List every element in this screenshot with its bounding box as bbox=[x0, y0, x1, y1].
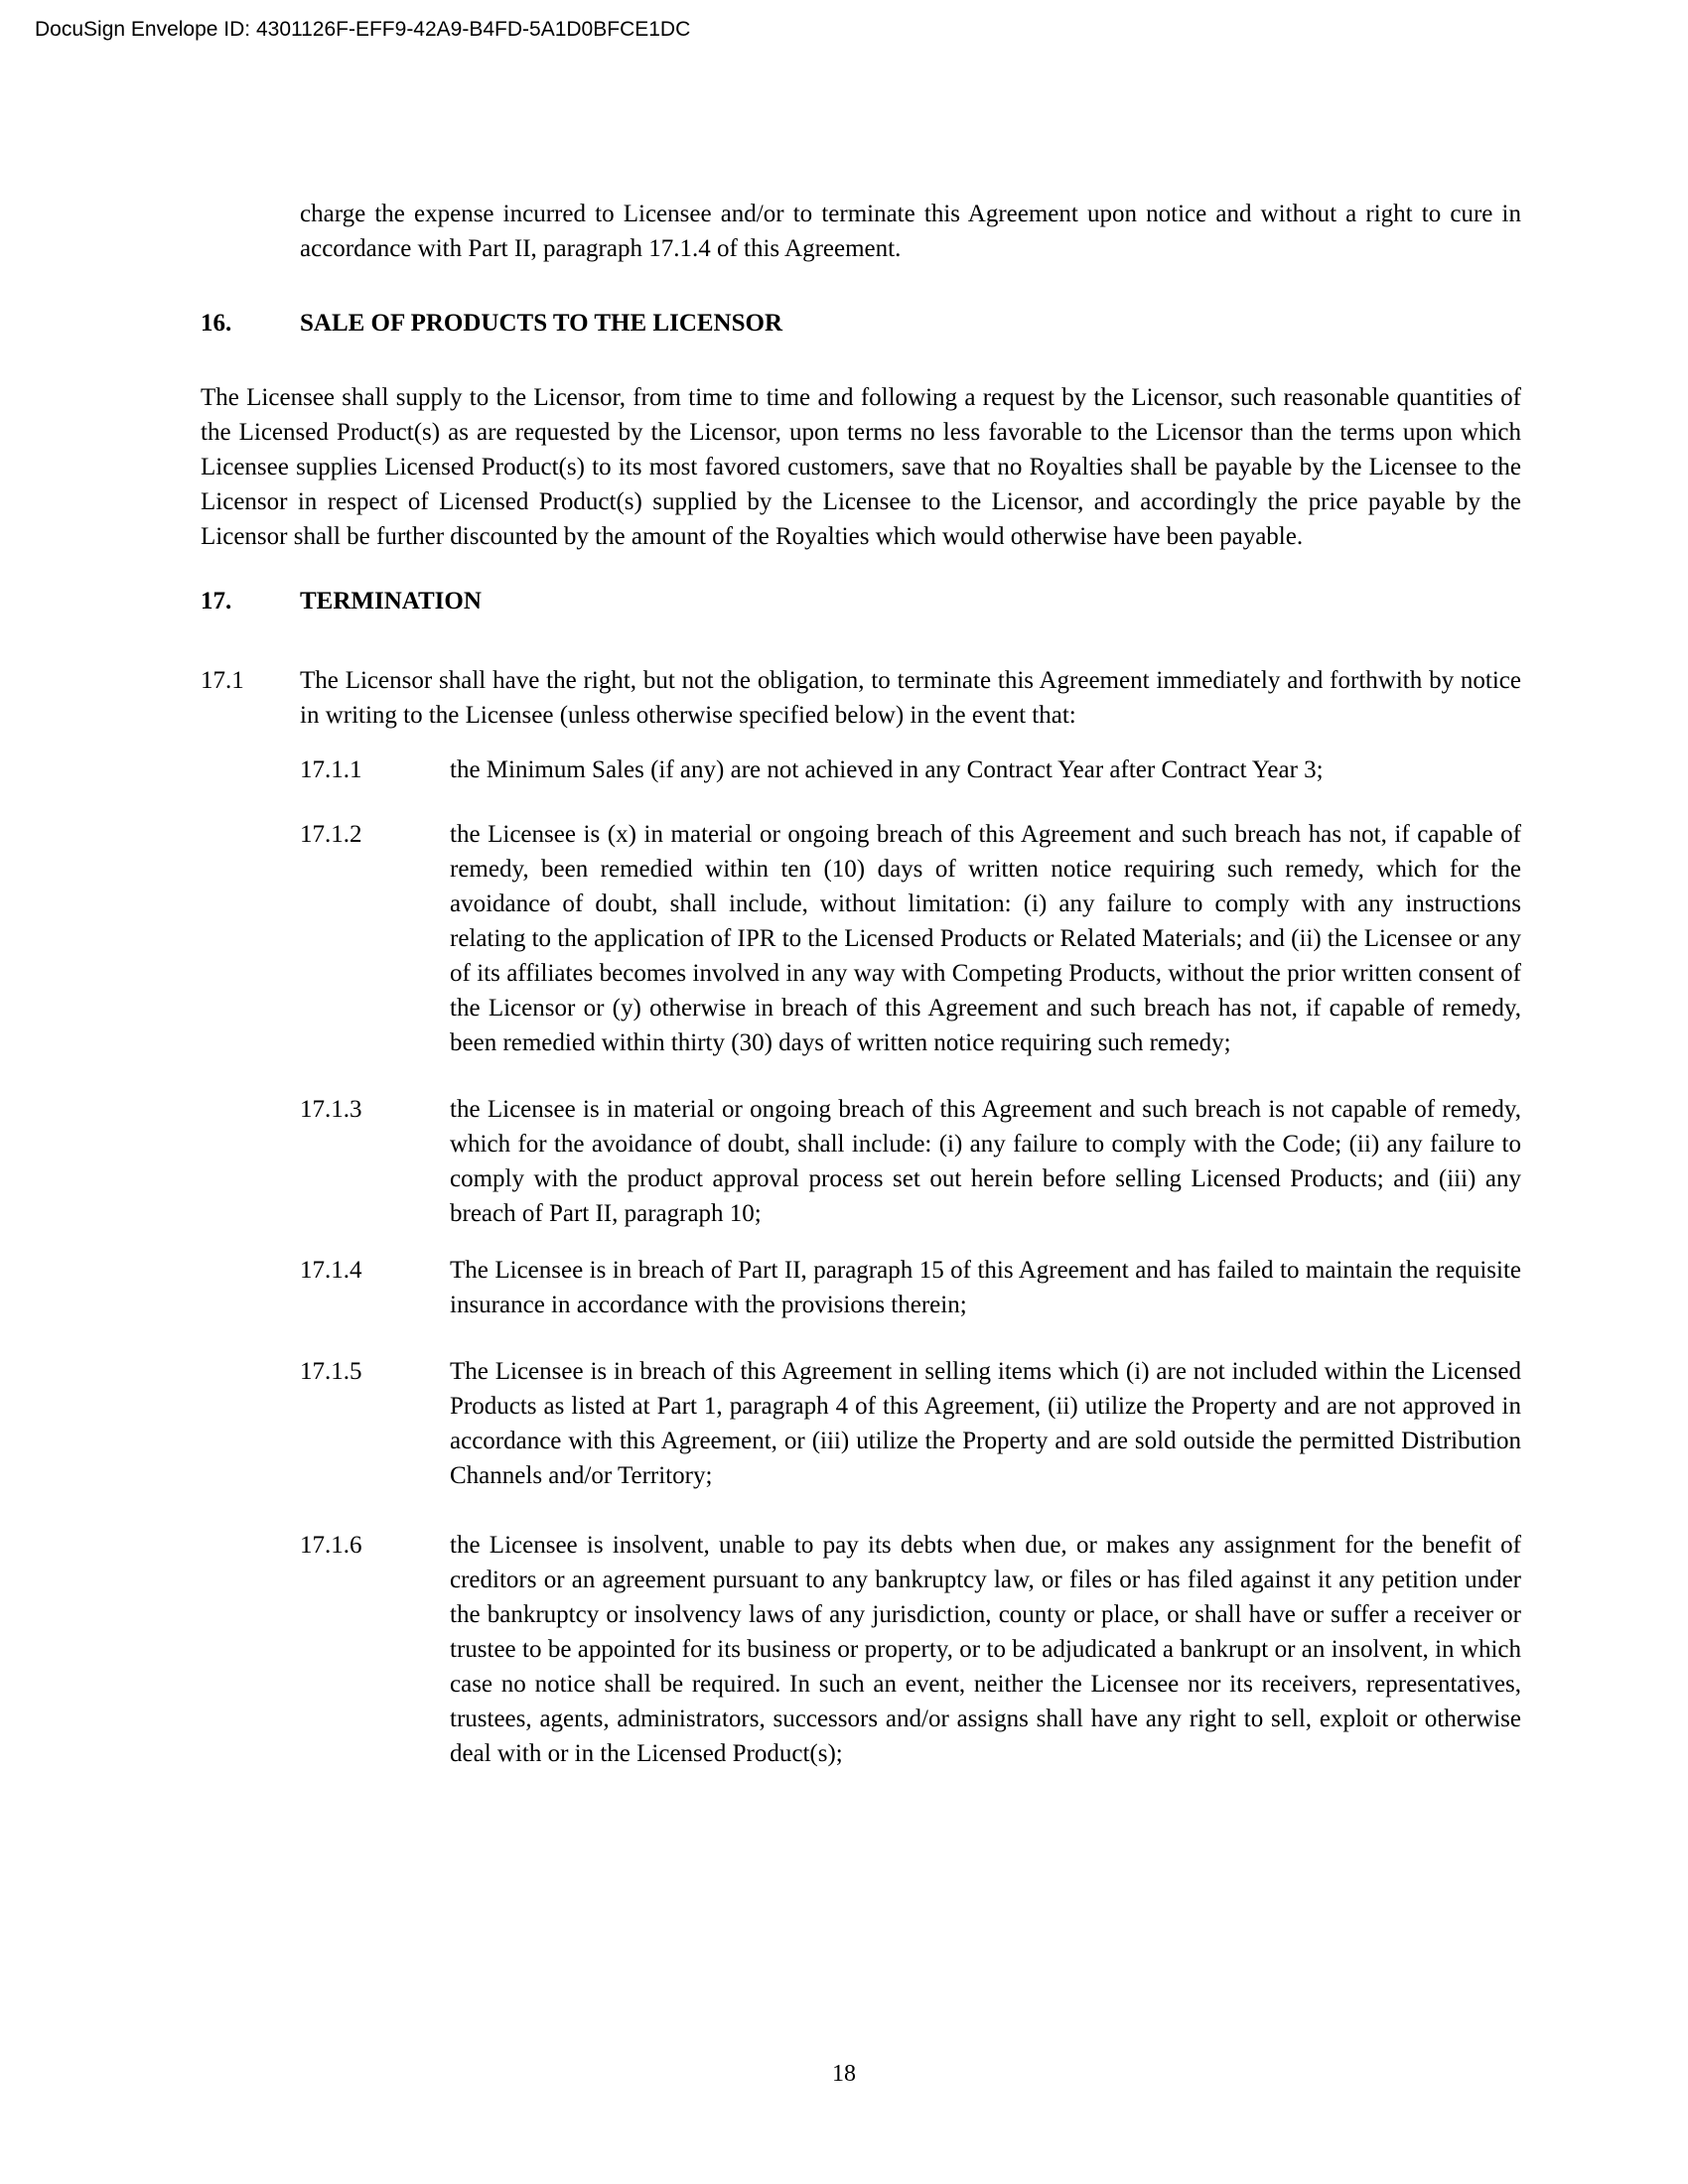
subclause-17-1-6-number: 17.1.6 bbox=[300, 1532, 362, 1559]
subclause-17-1-5-number: 17.1.5 bbox=[300, 1358, 362, 1385]
clause-17-1 bbox=[201, 663, 1521, 733]
clause-17-1-number: 17.1 bbox=[201, 667, 244, 694]
subclause-17-1-3 bbox=[300, 1092, 1521, 1231]
clause-17-1-text: The Licensor shall have the right, but not the obligation, to terminate this Agreement immediately and forthwith by notice in writing to the Licensee (unless otherwise specified below) in the event that: bbox=[300, 667, 1521, 729]
subclause-17-1-6-text: the Licensee is insolvent, unable to pay its debts when due, or makes any assignment for the benefit of creditors or an agreement pursuant to any bankruptcy law, or files or has filed against it any petition under the bankruptcy or insolvency laws of any jurisdiction, county or place, or shall have or suffer a receiver or trustee to be appointed for its business or property, or to be adjudicated a bankrupt or an insolvent, in which case no notice shall be required. In such an event, neither the Licensee nor its receivers, representatives, trustees, agents, administrators, successors and/or assigns shall have any right to sell, exploit or otherwise deal with or in the Licensed Product(s); bbox=[450, 1532, 1521, 1767]
subclause-17-1-4 bbox=[300, 1253, 1521, 1322]
continuation-paragraph: charge the expense incurred to Licensee and/or to terminate this Agreement upon notice and without a right to cure in accordance with Part II, paragraph 17.1.4 of this Agreement. bbox=[300, 201, 1521, 262]
subclause-17-1-3-number: 17.1.3 bbox=[300, 1096, 362, 1123]
subclause-17-1-6 bbox=[300, 1528, 1521, 1771]
page-number: 18 bbox=[832, 2061, 856, 2087]
subclause-17-1-2 bbox=[300, 817, 1521, 1060]
section-17-title: TERMINATION bbox=[300, 588, 482, 614]
subclause-17-1-4-text: The Licensee is in breach of Part II, paragraph 15 of this Agreement and has failed to maintain the requisite insurance in accordance with the provisions therein; bbox=[450, 1257, 1521, 1318]
subclause-17-1-5-text: The Licensee is in breach of this Agreement in selling items which (i) are not included within the Licensed Products as listed at Part 1, paragraph 4 of this Agreement, (ii) utilize the Property and are not approved in accordance with this Agreement, or (iii) utilize the Property and are sold outside the permitted Distribution Channels and/or Territory; bbox=[450, 1358, 1521, 1489]
subclause-17-1-1 bbox=[300, 752, 1521, 787]
subclause-17-1-3-text: the Licensee is in material or ongoing breach of this Agreement and such breach is not capable of remedy, which for the avoidance of doubt, shall include: (i) any failure to comply with the Code; (ii) any failure to comply with the product approval process set out herein before selling Licensed Products; and (iii) any breach of Part II, paragraph 10; bbox=[450, 1096, 1521, 1227]
subclause-17-1-1-text: the Minimum Sales (if any) are not achieved in any Contract Year after Contract Year 3; bbox=[450, 756, 1324, 783]
subclause-17-1-1-number: 17.1.1 bbox=[300, 756, 362, 783]
subclause-17-1-5 bbox=[300, 1354, 1521, 1493]
section-16-number: 16. bbox=[201, 310, 232, 337]
docusign-envelope-id: DocuSign Envelope ID: 4301126F-EFF9-42A9-B4FD-5A1D0BFCE1DC bbox=[35, 18, 691, 41]
section-16-title: SALE OF PRODUCTS TO THE LICENSOR bbox=[300, 310, 783, 337]
section-16-heading bbox=[201, 306, 1521, 341]
section-17-number: 17. bbox=[201, 588, 232, 614]
document-body bbox=[201, 197, 1521, 1771]
subclause-17-1-2-text: the Licensee is (x) in material or ongoing breach of this Agreement and such breach has not, if capable of remedy, been remedied within ten (10) days of written notice requiring such remedy, which for the avoidance of doubt, shall include, without limitation: (i) any failure to comply with any instructions relating to the application of IPR to the Licensed Products or Related Materials; and (ii) the Licensee or any of its affiliates becomes involved in any way with Competing Products, without the prior written consent of the Licensor or (y) otherwise in breach of this Agreement and such breach has not, if capable of remedy, been remedied within thirty (30) days of written notice requiring such remedy; bbox=[450, 821, 1521, 1056]
section-17-heading bbox=[201, 584, 1521, 618]
subclause-17-1-2-number: 17.1.2 bbox=[300, 821, 362, 848]
section-16-body: The Licensee shall supply to the Licensor, from time to time and following a request by the Licensor, such reasonable quantities of the Licensed Product(s) as are requested by the Licensor, upon terms no less favorable to the Licensor than the terms upon which Licensee supplies Licensed Product(s) to its most favored customers, save that no Royalties shall be payable by the Licensee to the Licensor in respect of Licensed Product(s) supplied by the Licensee to the Licensor, and accordingly the price payable by the Licensor shall be further discounted by the amount of the Royalties which would otherwise have been payable. bbox=[201, 384, 1521, 550]
subclause-17-1-4-number: 17.1.4 bbox=[300, 1257, 362, 1284]
